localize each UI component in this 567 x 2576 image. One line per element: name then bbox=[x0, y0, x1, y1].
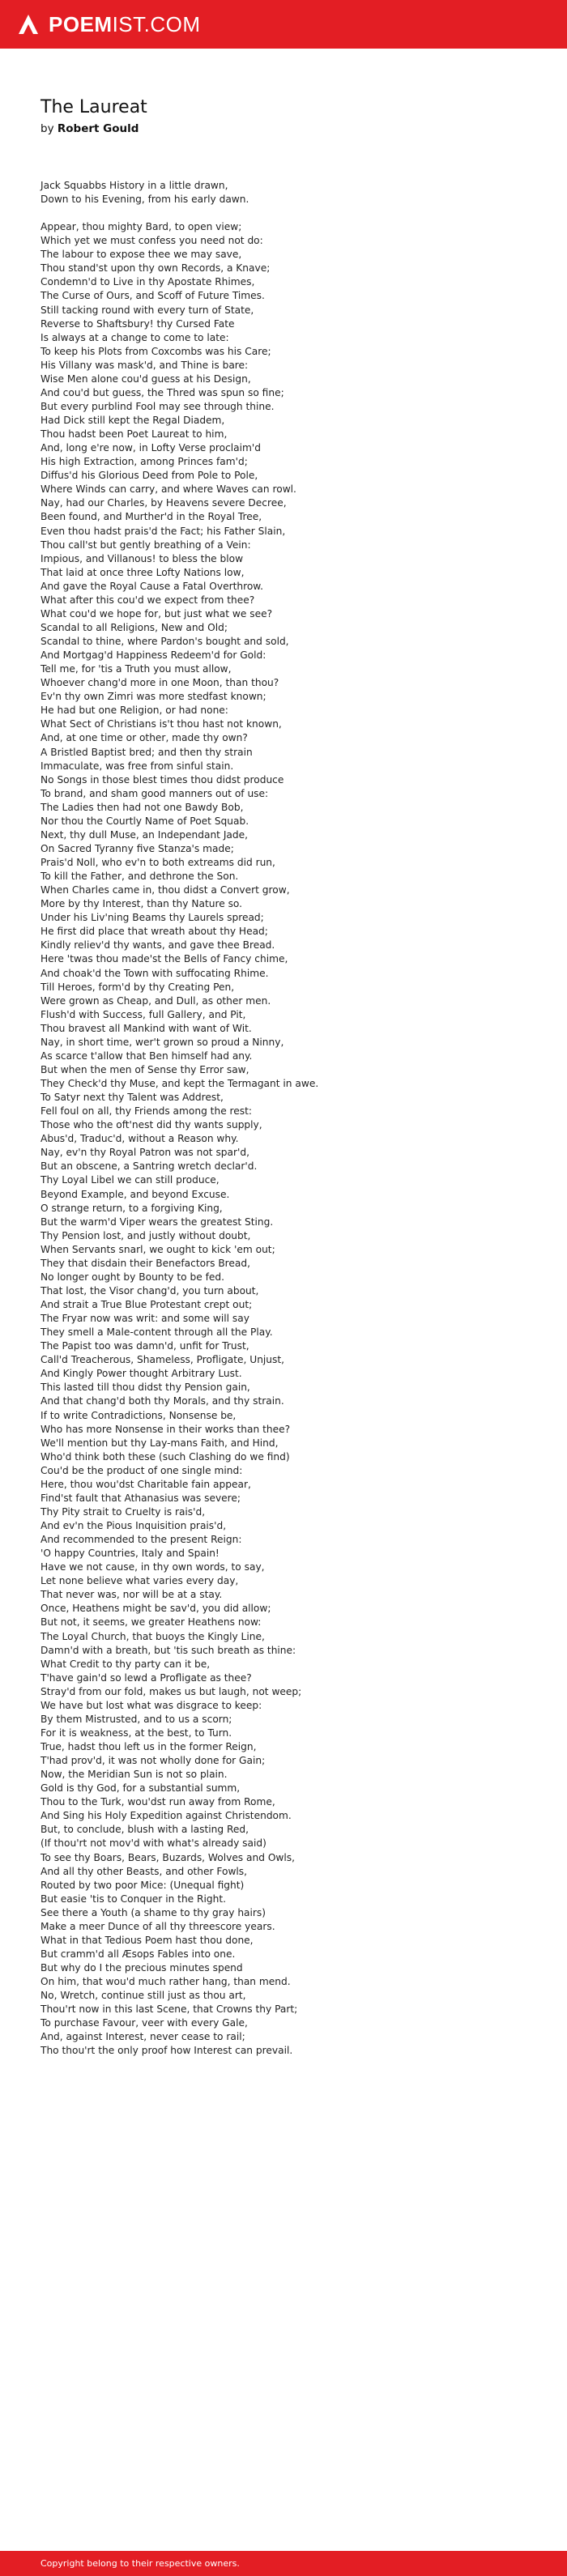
poem-line: But every purblind Fool may see through thine. bbox=[40, 400, 275, 412]
poem-line: What cou'd we hope for, but just what we see? bbox=[40, 607, 273, 620]
poem-line: Where Winds can carry, and where Waves can rowl. bbox=[40, 483, 296, 496]
poem-line: Thy Pity strait to Cruelty is rais'd, bbox=[40, 1505, 206, 1518]
poem-body bbox=[40, 179, 543, 2071]
poem-line: Thou call'st but gently breathing of a Vein: bbox=[40, 539, 251, 551]
site-logo[interactable] bbox=[49, 12, 201, 37]
poem-line: As scarce t'allow that Ben himself had any. bbox=[40, 1050, 253, 1062]
poem-line: Abus'd, Traduc'd, without a Reason why. bbox=[40, 1133, 239, 1145]
poem-line: That never was, nor will be at a stay. bbox=[40, 1589, 223, 1601]
poem-line: Stray'd from our fold, makes us but laugh, not weep; bbox=[40, 1685, 302, 1697]
poem-line: Damn'd with a breath, but 'tis such breath as thine: bbox=[40, 1644, 296, 1656]
poem-line: Nor thou the Courtly Name of Poet Squab. bbox=[40, 815, 249, 827]
poem-line: T'had prov'd, it was not wholly done for Gain; bbox=[40, 1755, 266, 1767]
poem-line: And Mortgag'd Happiness Redeem'd for Gold: bbox=[40, 649, 266, 662]
poem-line: Who has more Nonsense in their works than thee? bbox=[40, 1423, 291, 1435]
poem-line: On Sacred Tyranny five Stanza's made; bbox=[40, 842, 234, 854]
poem-line: The Loyal Church, that buoys the Kingly Line, bbox=[40, 1630, 265, 1642]
poem-line: And, at one time or other, made thy own? bbox=[40, 732, 248, 744]
poem-line: And recommended to the present Reign: bbox=[40, 1534, 242, 1546]
poem-line: They Check'd thy Muse, and kept the Termagant in awe. bbox=[40, 1078, 319, 1089]
poem-line: Jack Squabbs History in a little drawn, bbox=[40, 180, 228, 191]
poem-line: To purchase Favour, veer with every Gale, bbox=[40, 2017, 248, 2029]
poem-line: Thou bravest all Mankind with want of Wit. bbox=[40, 1022, 252, 1034]
poem-line: Here 'twas thou made'st the Bells of Fancy chime, bbox=[40, 953, 288, 965]
poem-line: Thou to the Turk, wou'dst run away from Rome, bbox=[40, 1796, 275, 1808]
poem-line: Is always at a change to come to late: bbox=[40, 331, 229, 343]
poem-line: (If thou'rt not mov'd with what's already said) bbox=[40, 1837, 266, 1850]
poem-line: Impious, and Villanous! to bless the blow bbox=[40, 552, 244, 564]
poem-line: Flush'd with Success, full Gallery, and Pit, bbox=[40, 1008, 246, 1020]
poem-line: Once, Heathens might be sav'd, you did allow; bbox=[40, 1603, 271, 1615]
poem-line: More by thy Interest, than thy Nature so. bbox=[40, 898, 243, 910]
poem-line: That lost, the Visor chang'd, you turn about, bbox=[40, 1284, 259, 1297]
poem-line: And that chang'd both thy Morals, and thy strain. bbox=[40, 1395, 284, 1407]
poem-line: But not, it seems, we greater Heathens now: bbox=[40, 1616, 262, 1629]
poem-line: But easie 'tis to Conquer in the Right. bbox=[40, 1893, 227, 1905]
poem-line: Scandal to all Religions, New and Old; bbox=[40, 621, 228, 633]
poem-line: Still tacking round with every turn of State, bbox=[40, 304, 254, 316]
poem-line: Till Heroes, form'd by thy Creating Pen, bbox=[40, 981, 235, 993]
poem-line: But when the men of Sense thy Error saw, bbox=[40, 1063, 249, 1075]
poem-line: Routed by two poor Mice: (Unequal fight) bbox=[40, 1879, 245, 1891]
poem-line: Have we not cause, in thy own words, to say, bbox=[40, 1561, 265, 1573]
poem-line: T'have gain'd so lewd a Profligate as thee? bbox=[40, 1671, 252, 1684]
poem-title: The Laureat bbox=[40, 97, 147, 117]
poem-line: Thou'rt now in this last Scene, that Crowns thy Part; bbox=[40, 2003, 298, 2016]
poem-line: We'll mention but thy Lay-mans Faith, and Hind, bbox=[40, 1437, 279, 1449]
poem-line: His Villany was mask'd, and Thine is bare: bbox=[40, 359, 249, 371]
poem-line: What Credit to thy party can it be, bbox=[40, 1658, 211, 1670]
poem-line: O strange return, to a forgiving King, bbox=[40, 1202, 223, 1214]
poem-line: When Charles came in, thou didst a Convert grow, bbox=[40, 884, 290, 896]
poem-line: By them Mistrusted, and to us a scorn; bbox=[40, 1713, 232, 1725]
poem-stanza bbox=[40, 220, 543, 2058]
poem-line: That laid at once three Lofty Nations low, bbox=[40, 566, 245, 578]
copyright-text: Copyright belong to their respective owners. bbox=[40, 2558, 240, 2569]
poem-line: Who'd think both these (such Clashing do we find) bbox=[40, 1450, 290, 1463]
poem-line: We have but lost what was disgrace to keep: bbox=[40, 1699, 262, 1711]
poem-line: Whoever chang'd more in one Moon, than thou? bbox=[40, 677, 279, 689]
poem-line: To see thy Boars, Bears, Buzards, Wolves and Owls, bbox=[40, 1851, 296, 1863]
poem-line: Now, the Meridian Sun is not so plain. bbox=[40, 1769, 228, 1781]
poem-line: No, Wretch, continue still just as thou art, bbox=[40, 1990, 246, 2002]
poem-line: Ev'n thy own Zimri was more stedfast known; bbox=[40, 691, 266, 703]
poem-line: He had but one Religion, or had none: bbox=[40, 705, 228, 717]
poem-line: Next, thy dull Muse, an Independant Jade, bbox=[40, 828, 249, 841]
poem-line: The Curse of Ours, and Scoff of Future Times. bbox=[40, 290, 265, 302]
poem-line: To keep his Plots from Coxcombs was his Care; bbox=[40, 345, 271, 357]
poem-line: They smell a Male-content through all the Play. bbox=[40, 1326, 273, 1339]
poemist-logo-icon[interactable] bbox=[18, 14, 39, 35]
poem-line: And cou'd but guess, the Thred was spun so fine; bbox=[40, 386, 284, 398]
poem-line: The Ladies then had not one Bawdy Bob, bbox=[40, 801, 244, 813]
poem-line: To kill the Father, and dethrone the Son. bbox=[40, 871, 239, 883]
poem-line: Thou stand'st upon thy own Records, a Knave; bbox=[40, 262, 271, 275]
poem-line: Let none believe what varies every day, bbox=[40, 1575, 239, 1587]
poem-line: Appear, thou mighty Bard, to open view; bbox=[40, 221, 242, 233]
poem-line: Down to his Evening, from his early dawn. bbox=[40, 194, 249, 206]
poem-line: Those who the oft'nest did thy wants supply, bbox=[40, 1119, 262, 1131]
poem-line: But, to conclude, blush with a lasting Red, bbox=[40, 1824, 249, 1836]
poem-line: See there a Youth (a shame to thy gray hairs) bbox=[40, 1906, 266, 1918]
top-bar bbox=[0, 0, 567, 49]
poem-line: The Papist too was damn'd, unfit for Trust, bbox=[40, 1340, 249, 1352]
poem-line: But an obscene, a Santring wretch declar'd. bbox=[40, 1160, 258, 1173]
poem-line: What in that Tedious Poem hast thou done, bbox=[40, 1934, 254, 1946]
poem-line: Prais'd Noll, who ev'n to both extreams did run, bbox=[40, 857, 275, 868]
poem-line: No longer ought by Bounty to be fed. bbox=[40, 1271, 224, 1283]
poem-line: Find'st fault that Athanasius was severe; bbox=[40, 1492, 241, 1504]
poem-stanza bbox=[40, 179, 543, 207]
poem-line: Been found, and Murther'd in the Royal Tree, bbox=[40, 511, 262, 523]
poem-line: A Bristled Baptist bred; and then thy strain bbox=[40, 746, 253, 758]
poem-line: What after this cou'd we expect from thee? bbox=[40, 594, 255, 606]
poem-header bbox=[40, 97, 543, 136]
poem-line: Fell foul on all, thy Friends among the rest: bbox=[40, 1105, 253, 1118]
poem-line: His high Extraction, among Princes fam'd; bbox=[40, 456, 248, 468]
poem-line: Gold is thy God, for a substantial summ, bbox=[40, 1782, 241, 1795]
poem-line: Wise Men alone cou'd guess at his Design, bbox=[40, 373, 251, 385]
poem-line: Beyond Example, and beyond Excuse. bbox=[40, 1188, 230, 1200]
poem-line: Reverse to Shaftsbury! thy Cursed Fate bbox=[40, 317, 235, 330]
poem-line: No Songs in those blest times thou didst produce bbox=[40, 773, 284, 786]
poem-line: Tell me, for 'tis a Truth you must allow, bbox=[40, 663, 232, 675]
poem-line: Cou'd be the product of one single mind: bbox=[40, 1464, 243, 1476]
poem-line: But cramm'd all Æsops Fables into one. bbox=[40, 1948, 236, 1960]
poem-line: Nay, in short time, wer't grown so proud a Ninny, bbox=[40, 1036, 284, 1048]
poem-line: And Kingly Power thought Arbitrary Lust. bbox=[40, 1368, 242, 1380]
poem-line: Had Dick still kept the Regal Diadem, bbox=[40, 415, 225, 426]
poem-line: If to write Contradictions, Nonsense be, bbox=[40, 1409, 237, 1421]
poem-line: To Satyr next thy Talent was Addrest, bbox=[40, 1092, 224, 1104]
poem-line: And gave the Royal Cause a Fatal Overthrow. bbox=[40, 580, 264, 592]
poem-line: True, hadst thou left us in the former Reign, bbox=[40, 1741, 257, 1752]
poem-line: Tho thou'rt the only proof how Interest can prevail. bbox=[40, 2045, 293, 2057]
poem-line: Thou hadst been Poet Laureat to him, bbox=[40, 428, 228, 441]
poem-line: But why do I the precious minutes spend bbox=[40, 1962, 243, 1974]
poem-line: He first did place that wreath about thy Head; bbox=[40, 926, 268, 938]
poem-line: And strait a True Blue Protestant crept out; bbox=[40, 1299, 253, 1310]
logo-text-light: IST.COM bbox=[112, 11, 201, 36]
poem-line: Condemn'd to Live in thy Apostate Rhimes, bbox=[40, 276, 255, 288]
poem-line: Kindly reliev'd thy wants, and gave thee Bread. bbox=[40, 939, 275, 952]
poem-line: 'O happy Countries, Italy and Spain! bbox=[40, 1548, 220, 1560]
author-link[interactable]: Robert Gould bbox=[57, 122, 139, 135]
poem-line: Under his Liv'ning Beams thy Laurels spread; bbox=[40, 912, 264, 924]
poem-line: Call'd Treacherous, Shameless, Profligate, Unjust, bbox=[40, 1354, 285, 1366]
poem-line: Scandal to thine, where Pardon's bought and sold, bbox=[40, 636, 289, 647]
poem-line: What Sect of Christians is't thou hast not known, bbox=[40, 718, 282, 730]
footer bbox=[0, 2551, 567, 2576]
poem-line: And Sing his Holy Expedition against Christendom. bbox=[40, 1810, 292, 1822]
poem-line: Here, thou wou'dst Charitable fain appear, bbox=[40, 1478, 251, 1490]
poem-line: The labour to expose thee we may save, bbox=[40, 249, 242, 261]
poem-line: Were grown as Cheap, and Dull, as other men. bbox=[40, 994, 271, 1007]
poem-line: And all thy other Beasts, and other Fowls, bbox=[40, 1865, 248, 1877]
by-label: by bbox=[40, 122, 54, 135]
poem-line: Immaculate, was free from sinful stain. bbox=[40, 760, 234, 772]
poem-line: Nay, had our Charles, by Heavens severe Decree, bbox=[40, 497, 287, 509]
logo-text-bold: POEM bbox=[49, 11, 113, 36]
poem-line: Which yet we must confess you need not do: bbox=[40, 235, 263, 247]
poem-line: This lasted till thou didst thy Pension gain, bbox=[40, 1382, 250, 1394]
poem-line: Even thou hadst prais'd the Fact; his Father Slain, bbox=[40, 525, 286, 537]
poem-line: But the warm'd Viper wears the greatest Sting. bbox=[40, 1216, 274, 1228]
byline bbox=[40, 121, 543, 136]
poem-line: And, long e're now, in Lofty Verse proclaim'd bbox=[40, 442, 261, 454]
poem-line: Diffus'd his Glorious Deed from Pole to Pole, bbox=[40, 470, 258, 482]
poem-line: Make a meer Dunce of all thy threescore years. bbox=[40, 1920, 275, 1932]
poem-line: And ev'n the Pious Inquisition prais'd, bbox=[40, 1520, 227, 1531]
poem-line: Nay, ev'n thy Royal Patron was not spar'd, bbox=[40, 1147, 249, 1159]
poem-line: Thy Pension lost, and justly without doubt, bbox=[40, 1229, 251, 1241]
poem-line: To brand, and sham good manners out of use: bbox=[40, 787, 269, 799]
poem-line: They that disdain their Benefactors Bread, bbox=[40, 1257, 251, 1269]
poem-line: And choak'd the Town with suffocating Rhime. bbox=[40, 967, 269, 979]
poem-line: When Servants snarl, we ought to kick 'em out; bbox=[40, 1243, 275, 1255]
poem-line: The Fryar now was writ: and some will say bbox=[40, 1313, 249, 1325]
poem-line: Thy Loyal Libel we can still produce, bbox=[40, 1174, 220, 1186]
poem-line: On him, that wou'd much rather hang, than mend. bbox=[40, 1976, 291, 1988]
poem-line: And, against Interest, never cease to rail; bbox=[40, 2031, 245, 2043]
poem-line: For it is weakness, at the best, to Turn. bbox=[40, 1727, 232, 1739]
